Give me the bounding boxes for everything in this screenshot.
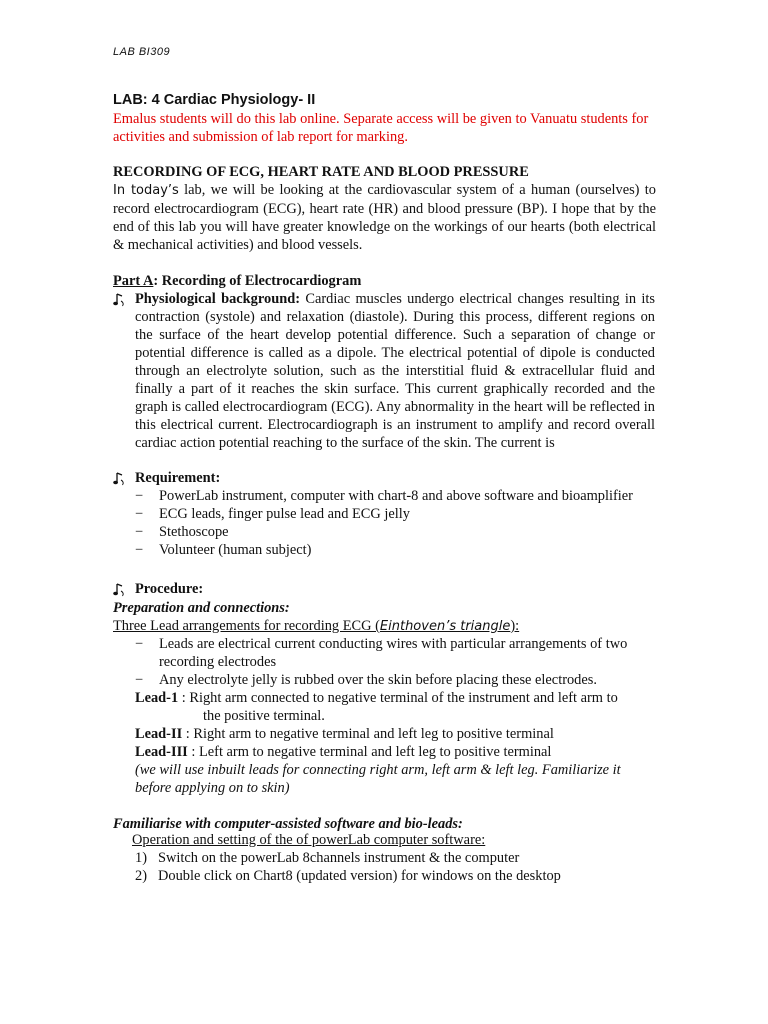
background-paragraph bbox=[135, 290, 655, 452]
intro-paragraph bbox=[113, 181, 656, 254]
intro-lead: In today’s bbox=[113, 183, 179, 198]
music-note-icon bbox=[113, 580, 135, 598]
background-text: Cardiac muscles undergo electrical changes resulting in its contraction (systole) and relaxation (diastole). During this process, different regions on the surface of the heart develop potential difference. Such a separation of change or potential difference is called as a dipole. The electrical potential of dipole is conducted through an electrolyte solution, such as the interstitial fluid & extracellular fluid and finally a part of it reaches the skin surface. This current graphically recorded and the graph is called electrocardiogram (ECG). Any abnormality in the heart will be reflected in this electrical current. Electrocardiograph is an instrument to amplify and record overall cardiac action potential reaching to the surface of the skin. The current is bbox=[135, 291, 655, 451]
familiarise-heading: Familiarise with computer-assisted software and bio-leads: bbox=[113, 816, 463, 832]
einthoven-triangle: Einthoven’s triangle bbox=[379, 619, 511, 634]
requirement-label: Requirement: bbox=[135, 470, 221, 486]
part-a-label: Part A bbox=[113, 273, 154, 289]
list-item: 1) Switch on the powerLab 8channels instrument & the computer bbox=[135, 850, 520, 866]
music-note-icon bbox=[113, 290, 135, 307]
lead-2-row: Lead-II : Right arm to negative terminal and left leg to positive terminal bbox=[135, 726, 554, 742]
lead-1-continuation: the positive terminal. bbox=[203, 708, 325, 724]
background-bullet bbox=[113, 290, 135, 307]
background-label: Physiological background: bbox=[135, 291, 301, 307]
three-lead-heading: Three Lead arrangements for recording ECG (Einthoven’s triangle): bbox=[113, 618, 520, 634]
lead-notes-list bbox=[135, 635, 657, 689]
requirement-list bbox=[135, 487, 633, 559]
lead-3-row: Lead-III : Left arm to negative terminal and left leg to positive terminal bbox=[135, 744, 552, 760]
part-a-heading bbox=[113, 272, 361, 290]
list-item: − Stethoscope bbox=[135, 524, 229, 540]
music-note-icon bbox=[113, 469, 135, 487]
section-heading: RECORDING OF ECG, HEART RATE AND BLOOD PRESSURE bbox=[113, 164, 529, 180]
list-item: − Any electrolyte jelly is rubbed over the skin before placing these electrodes. bbox=[135, 672, 597, 688]
operation-heading: Operation and setting of the of powerLab computer software: bbox=[132, 832, 486, 848]
inbuilt-leads-note: (we will use inbuilt leads for connecting right arm, left arm & left leg. Familiarize it before applying on to skin) bbox=[135, 762, 621, 796]
intro-text: lab, we will be looking at the cardiovascular system of a human (ourselves) to record electrocardiogram (ECG), heart rate (HR) and blood pressure (BP). I hope that by the end of this lab you will have greater knowledge on the workings of our hearts (both electrical & mechanical activities) and blood vessels. bbox=[113, 182, 657, 253]
procedure-label: Procedure: bbox=[135, 581, 204, 597]
setup-steps-list bbox=[135, 849, 561, 885]
lab-title: LAB: 4 Cardiac Physiology- II bbox=[113, 92, 316, 108]
online-notice: Emalus students will do this lab online. Separate access will be given to Vanuatu students for activities and submission of lab report for marking. bbox=[113, 111, 649, 145]
list-item: − PowerLab instrument, computer with chart-8 and above software and bioamplifier bbox=[135, 488, 633, 504]
preparation-heading: Preparation and connections: bbox=[113, 600, 290, 616]
procedure-bullet bbox=[113, 580, 203, 598]
course-code-header: LAB BI309 bbox=[113, 46, 171, 58]
requirement-bullet bbox=[113, 469, 220, 487]
list-item: − Leads are electrical current conducting wires with particular arrangements of two recording electrodes bbox=[135, 636, 628, 670]
list-item: 2) Double click on Chart8 (updated version) for windows on the desktop bbox=[135, 868, 561, 884]
list-item: − Volunteer (human subject) bbox=[135, 542, 312, 558]
lead-definitions bbox=[135, 689, 660, 761]
lead-1-row: Lead-1 : Right arm connected to negative terminal of the instrument and left arm to bbox=[135, 690, 618, 706]
list-item: − ECG leads, finger pulse lead and ECG jelly bbox=[135, 506, 410, 522]
part-a-title: : Recording of Electrocardiogram bbox=[153, 273, 362, 289]
